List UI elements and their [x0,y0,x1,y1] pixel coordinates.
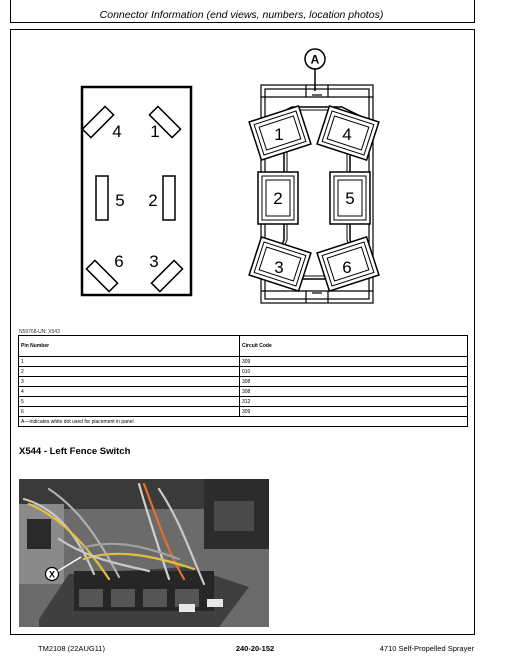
pin-number-cell: 5 [19,397,240,407]
header-circuit-code: Circuit Code [240,336,468,357]
page-header-title: Connector Information (end views, numbers, location photos) [99,9,384,21]
circuit-code-cell: 308 [240,377,468,387]
connector-end-view-left [80,85,195,300]
table-row [19,387,468,397]
circuit-code-cell: 010 [240,367,468,377]
pin-number-cell: 4 [19,387,240,397]
table-row [19,407,468,417]
pin-3-label: 3 [149,252,159,271]
pin-2-slot [163,176,175,220]
pin-number-cell: 3 [19,377,240,387]
pin-6-slot [86,260,117,291]
pin-4-label: 4 [342,125,352,144]
table-row [19,377,468,387]
pin-5-label: 5 [345,189,355,208]
footer-manual-id: TM2108 (22AUG11) [38,644,105,653]
pin-4-slot [82,106,113,137]
header-pin-number: Pin Number [19,336,240,357]
pin-1-label: 1 [274,125,284,144]
circuit-code-cell: 309 [240,357,468,367]
pin-3-label: 3 [274,258,284,277]
pin-number-cell: 1 [19,357,240,367]
pin-6-label: 6 [114,252,124,271]
pin-1-label: 1 [150,122,160,141]
table-header-row [19,336,468,357]
pin-6-label: 6 [342,258,352,277]
pin-circuit-table [18,335,468,427]
pin-2-label: 2 [148,191,158,210]
pin-number-cell: 2 [19,367,240,377]
circuit-code-cell: 308 [240,387,468,397]
pin-5-label: 5 [115,191,125,210]
pin-5-slot [96,176,108,220]
footer-machine-name: 4710 Self-Propelled Sprayer [379,644,474,653]
table-row [19,357,468,367]
pin-number-cell: 6 [19,407,240,417]
callout-x-label: X [48,569,56,580]
table-note: A—Indicates white dot used for placement in panel [19,417,468,427]
location-photo [19,479,269,627]
figure-reference-id: N59768-UN: X543 [19,329,60,335]
table-note-row [19,417,468,427]
pin-4-label: 4 [112,122,122,141]
section-title: X544 - Left Fence Switch [19,446,131,457]
table-row [19,367,468,377]
connector-end-view-right [240,45,395,310]
circuit-code-cell: 309 [240,407,468,417]
circuit-code-cell: 312 [240,397,468,407]
callout-a-label: A [310,52,320,67]
footer-page-number: 240-20-152 [235,644,275,653]
table-row [19,397,468,407]
pin-2-label: 2 [273,189,283,208]
